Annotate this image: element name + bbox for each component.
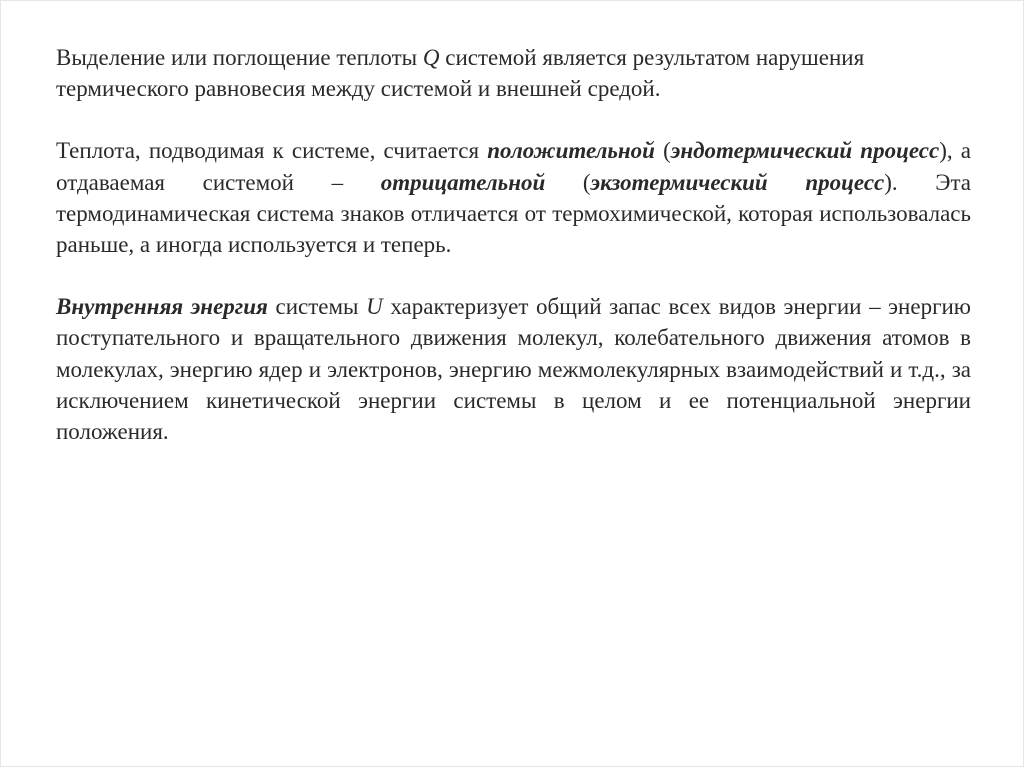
paragraph-heat-release-text-1: Выделение или поглощение теплоты [56, 45, 423, 70]
energy-symbol-u: U [366, 294, 383, 320]
internal-energy-text-2: характеризует общий запас всех видов энергии – энергию поступательного и вращательного движения молекул, колебательного движения атомов в молекулах, энергию ядер и электронов, энергию межмолекулярных взаимодействий и т.д., за исключением кинетической энергии системы в целом и ее потенциальной энергии положения. [56, 294, 971, 445]
term-internal-energy: Внутренняя энергия [56, 294, 268, 320]
sign-convention-text-5: ). Эта термодинамическая система знаков отличается от термохимической, которая использовалась раньше, а иногда используется и теперь. [56, 169, 971, 258]
slide-text-body [56, 42, 971, 447]
sign-convention-text-3: ), а отдаваемая системой – [56, 138, 971, 195]
heat-symbol-q: Q [422, 45, 440, 70]
term-negative: отрицательной [380, 169, 546, 195]
term-exothermic-process: экзотермический процесс [590, 169, 885, 195]
paragraph-heat-release [56, 42, 971, 104]
paragraph-sign-convention [56, 135, 971, 260]
sign-convention-text-4: ( [545, 169, 591, 195]
paragraph-heat-release-text-2: системой является результатом нарушения термического равновесия между системой и внешней средой. [56, 45, 865, 102]
paragraph-internal-energy [56, 291, 971, 447]
term-endothermic-process: эндотермический процесс [670, 138, 940, 164]
internal-energy-text-1: системы [267, 294, 367, 320]
sign-convention-text-2: ( [654, 138, 671, 164]
paragraph-spacer [56, 260, 971, 291]
paragraph-spacer [56, 104, 971, 135]
term-positive: положительной [487, 138, 655, 164]
sign-convention-text-1: Теплота, подводимая к системе, считается [56, 138, 488, 164]
